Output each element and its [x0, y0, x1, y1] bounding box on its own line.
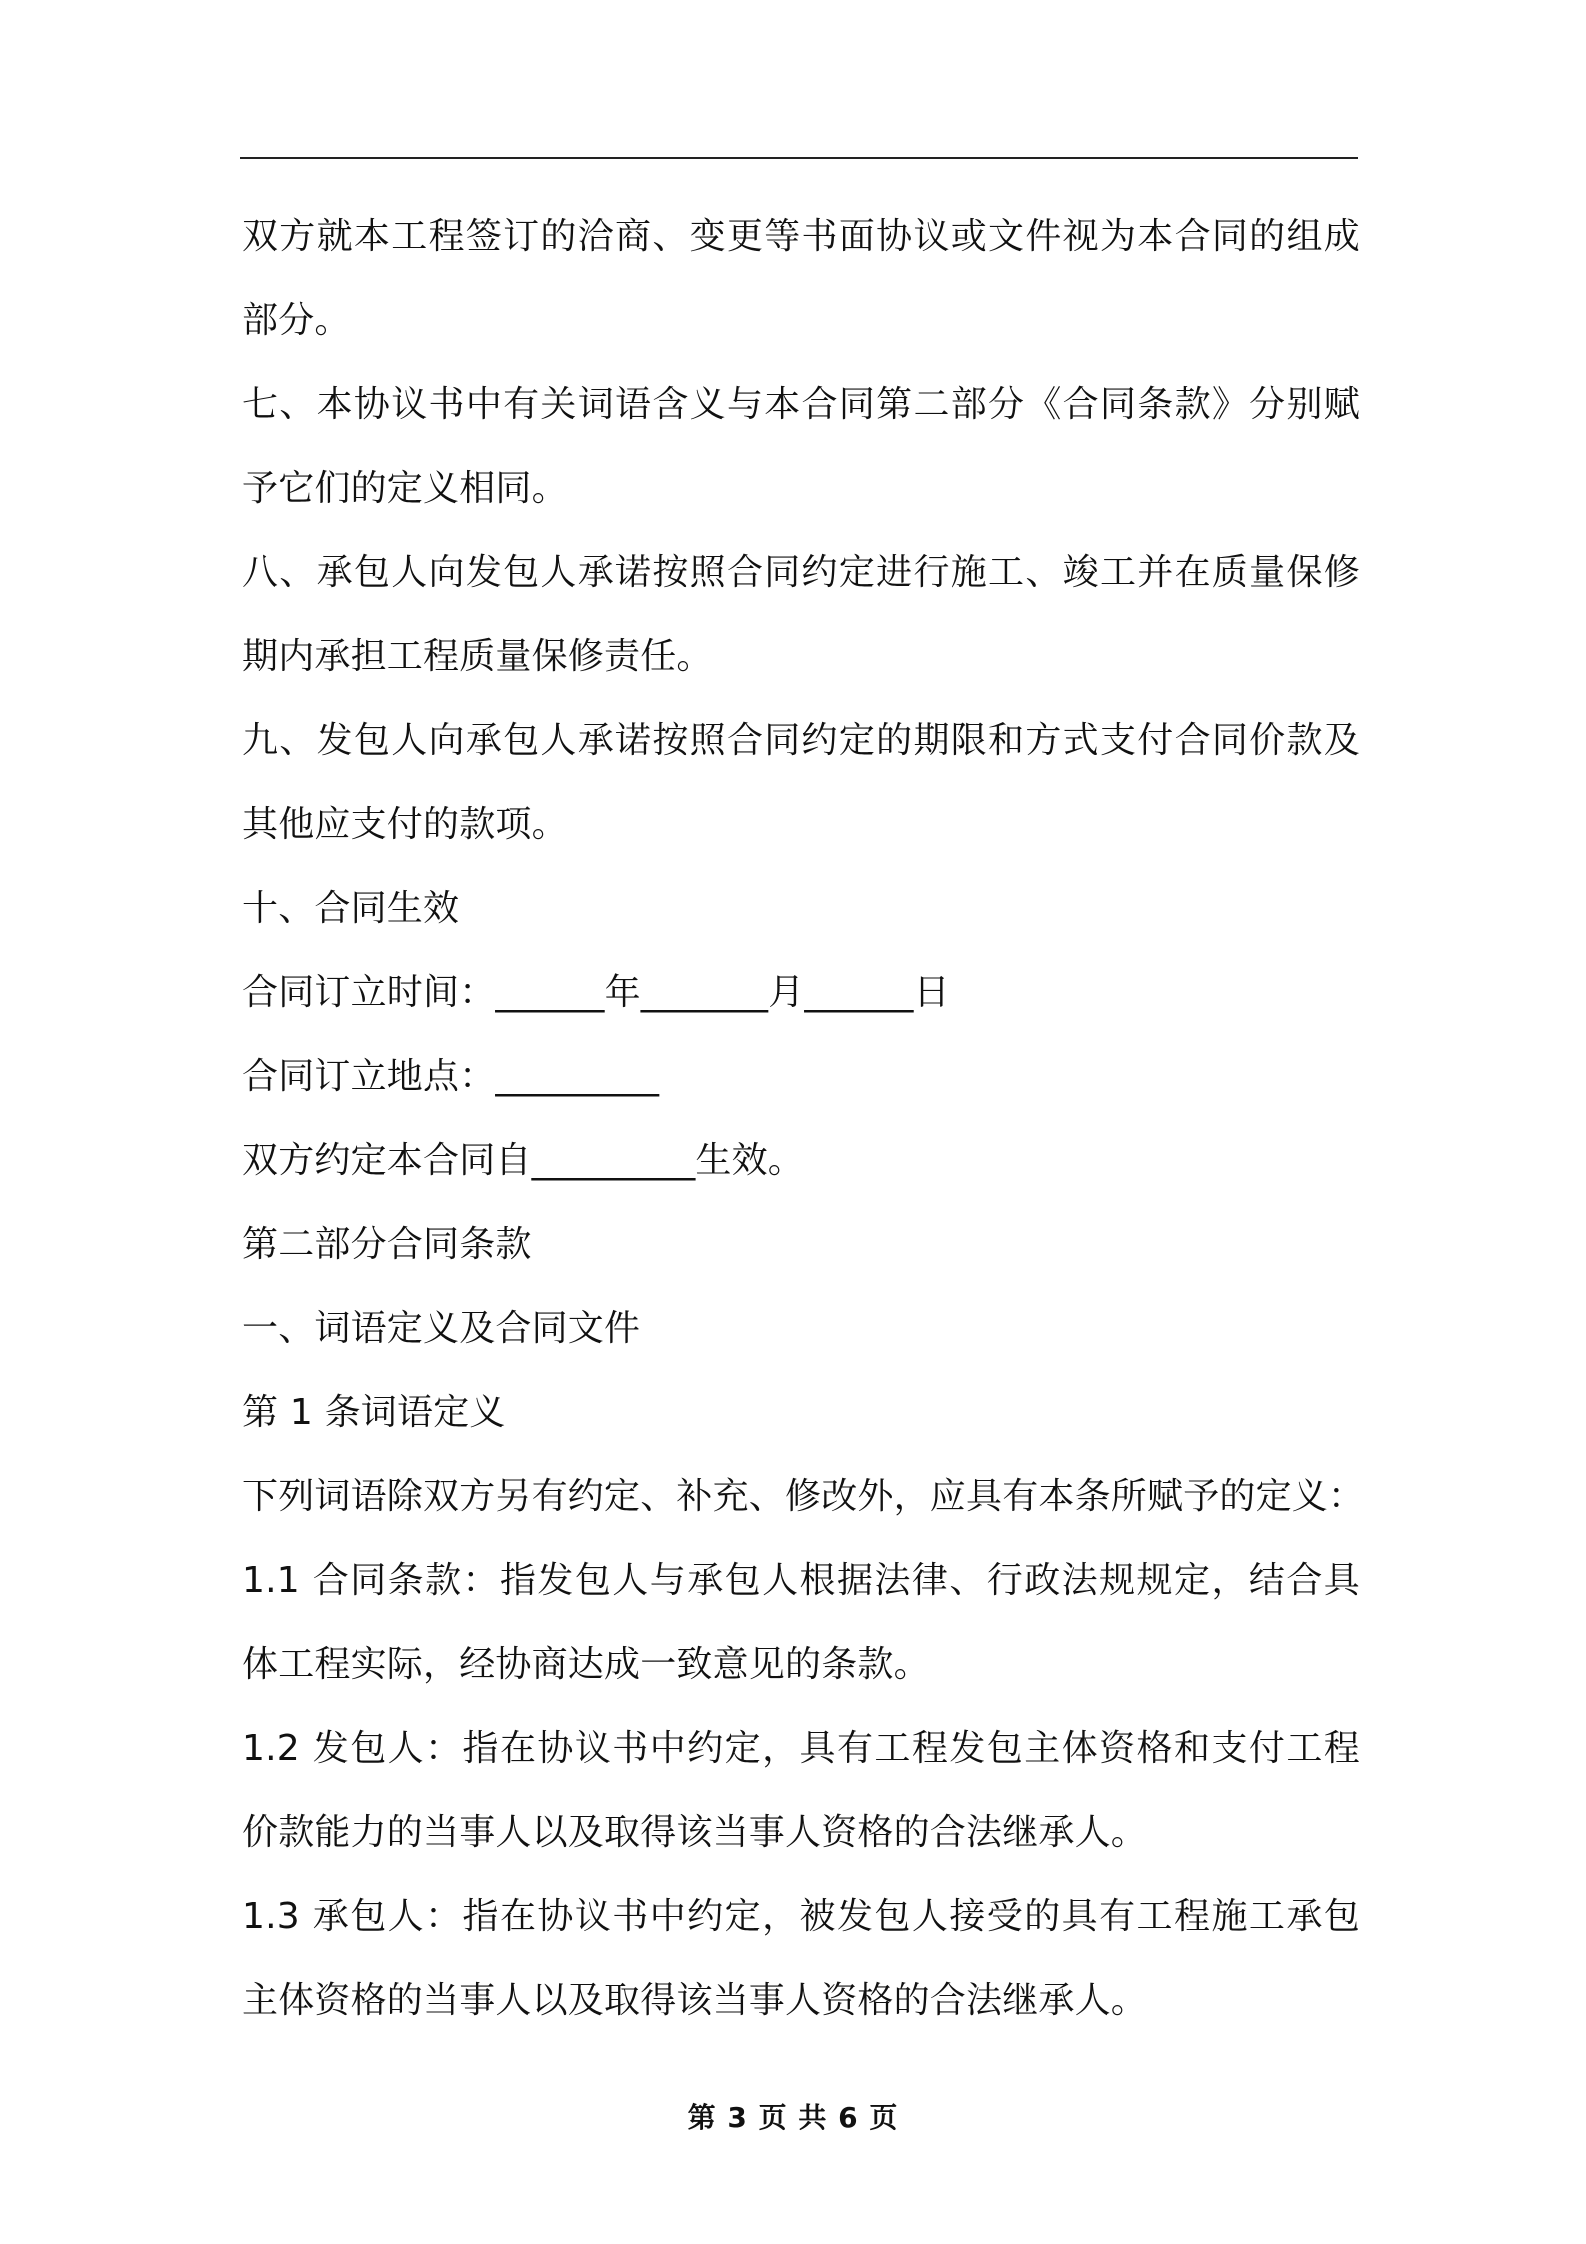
- paragraph-line: 下列词语除双方另有约定、补充、修改外，应具有本条所赋予的定义：: [242, 1476, 1365, 1517]
- section-heading: 一、词语定义及合同文件: [242, 1308, 641, 1349]
- header-rule: [240, 157, 1358, 159]
- paragraph-line: 其他应支付的款项。: [242, 804, 568, 845]
- paragraph-line: 体工程实际，经协商达成一致意见的条款。: [242, 1644, 930, 1685]
- paragraph-line: 价款能力的当事人以及取得该当事人资格的合法继承人。: [242, 1812, 1148, 1853]
- paragraph-line: 七、本协议书中有关词语含义与本合同第二部分《合同条款》分别赋: [242, 384, 1360, 425]
- signing-place-line: 合同订立地点：_________: [242, 1056, 660, 1097]
- paragraph-line: 主体资格的当事人以及取得该当事人资格的合法继承人。: [242, 1980, 1148, 2021]
- paragraph-line: 双方就本工程签订的洽商、变更等书面协议或文件视为本合同的组成: [242, 216, 1360, 257]
- paragraph-line: 1.1 合同条款：指发包人与承包人根据法律、行政法规规定，结合具: [242, 1560, 1360, 1601]
- page-number-footer: 第 3 页 共 6 页: [687, 2101, 899, 2134]
- paragraph-line: 八、承包人向发包人承诺按照合同约定进行施工、竣工并在质量保修: [242, 552, 1360, 593]
- signing-date-line: 合同订立时间：______年_______月______日: [242, 972, 950, 1013]
- section-heading: 十、合同生效: [242, 888, 460, 929]
- part-heading: 第二部分合同条款: [242, 1224, 532, 1265]
- paragraph-line: 1.3 承包人：指在协议书中约定，被发包人接受的具有工程施工承包: [242, 1896, 1360, 1937]
- paragraph-line: 予它们的定义相同。: [242, 468, 568, 509]
- paragraph-line: 期内承担工程质量保修责任。: [242, 636, 713, 677]
- body-text: [242, 195, 1365, 2043]
- paragraph-line: 部分。: [242, 300, 351, 341]
- effective-date-line: 双方约定本合同自_________生效。: [242, 1140, 805, 1181]
- paragraph-line: 九、发包人向承包人承诺按照合同约定的期限和方式支付合同价款及: [242, 720, 1360, 761]
- article-heading: 第 1 条词语定义: [242, 1392, 506, 1433]
- paragraph-line: 1.2 发包人：指在协议书中约定，具有工程发包主体资格和支付工程: [242, 1728, 1360, 1769]
